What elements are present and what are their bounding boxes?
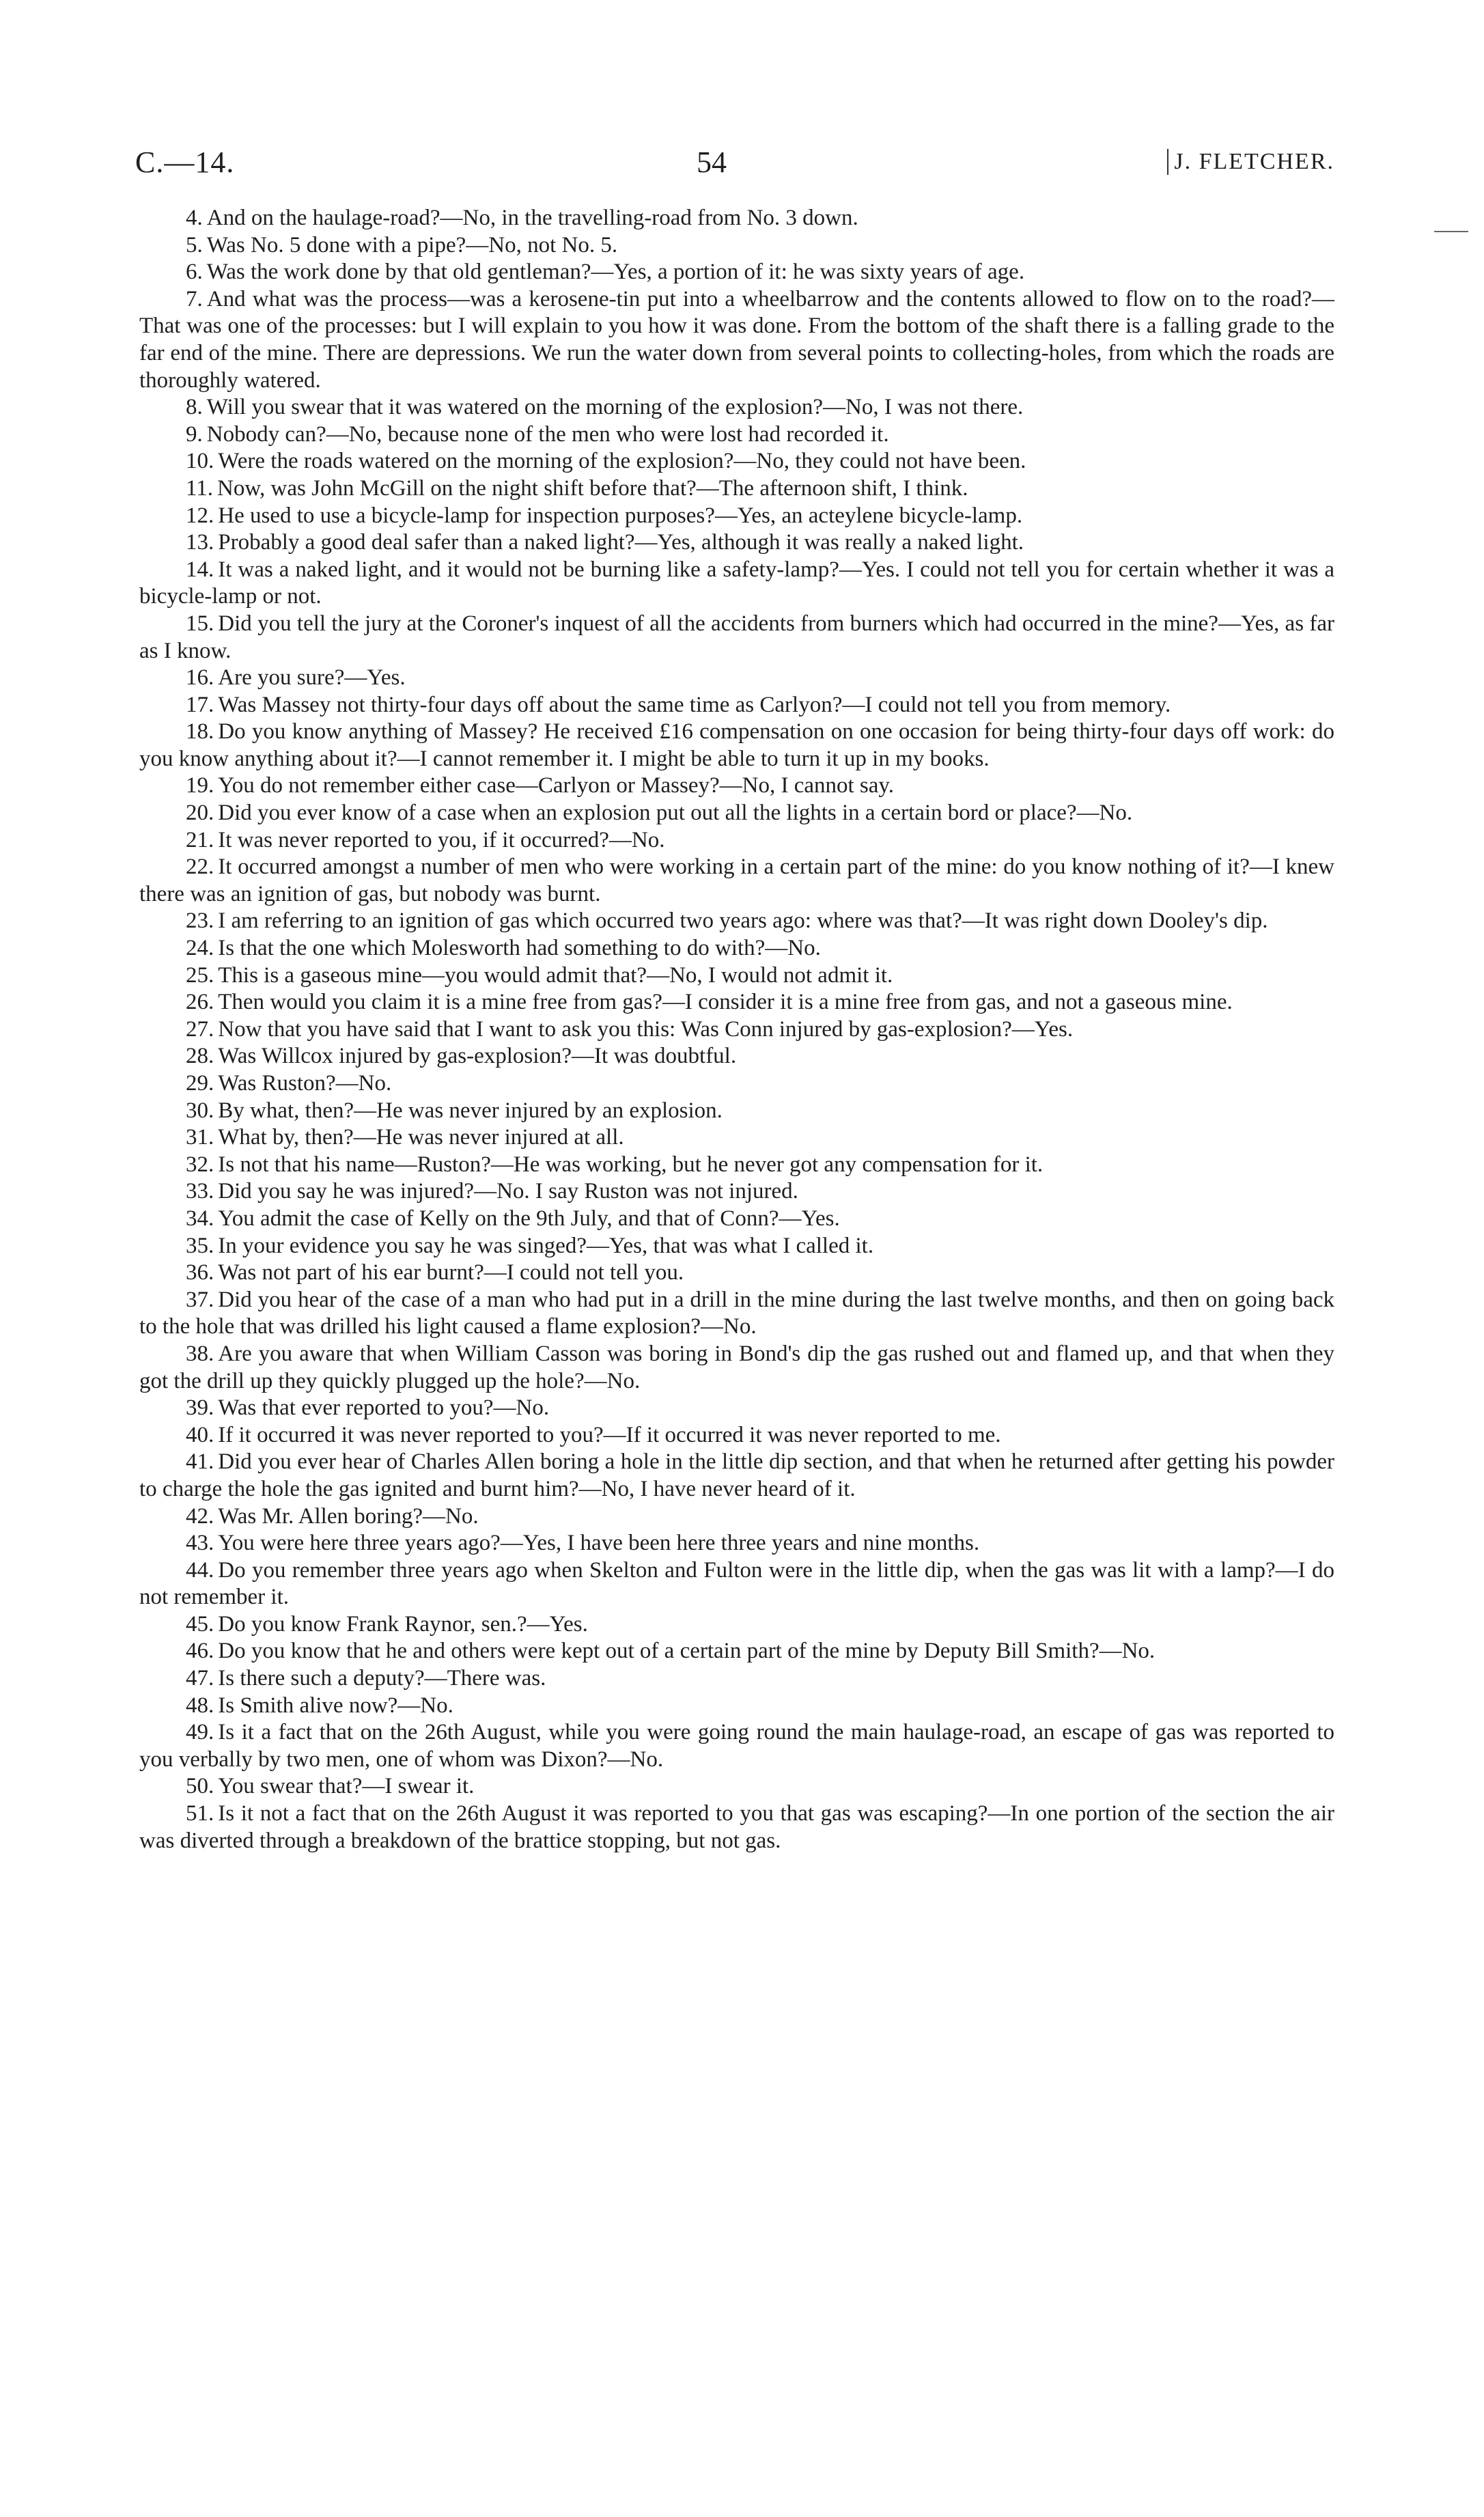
margin-mark — [1434, 231, 1468, 232]
question-answer-text: Is it not a fact that on the 26th August it was reported to you that gas was escaping?—In one portion of the section the air was diverted through a breakdown of the brattice stopping, but not gas. — [139, 1801, 1334, 1853]
question-number: 25. — [186, 962, 214, 988]
question-number: 8. — [186, 395, 203, 420]
question-number: 49. — [186, 1720, 214, 1745]
document-reference: C.—14. — [135, 145, 235, 179]
question-answer-text: You do not remember either case—Carlyon or Massey?—No, I cannot say. — [218, 773, 895, 798]
question-number: 21. — [186, 827, 214, 852]
question-answer-text: It was never reported to you, if it occurred?—No. — [218, 827, 665, 852]
question-answer-text: Did you ever know of a case when an explosion put out all the lights in a certain bord or place?—No. — [218, 801, 1133, 826]
testimony-paragraph — [139, 1503, 1334, 1531]
question-answer-text: And what was the process—was a kerosene-tin put into a wheelbarrow and the contents allowed to flow on to the road?—That was one of the processes: but I will explain to you how it was done. From the bottom of the shaft there is a falling grade to the far end of the mine. There are depressions. We run the water down from several points to collecting-holes, from which the roads are thoroughly watered. — [139, 286, 1334, 393]
question-answer-text: Did you say he was injured?—No. I say Ruston was not injured. — [218, 1179, 798, 1204]
testimony-paragraph — [139, 1665, 1334, 1693]
question-number: 29. — [186, 1071, 214, 1096]
question-answer-text: You swear that?—I swear it. — [218, 1774, 475, 1799]
question-answer-text: Was that ever reported to you?—No. — [218, 1395, 550, 1421]
testimony-paragraph — [139, 935, 1334, 962]
testimony-paragraph — [139, 1070, 1334, 1098]
question-number: 35. — [186, 1233, 214, 1258]
question-answer-text: Do you know Frank Raynor, sen.?—Yes. — [218, 1611, 588, 1637]
testimony-paragraph — [139, 394, 1334, 421]
question-number: 38. — [186, 1341, 214, 1366]
question-answer-text: Is that the one which Molesworth had something to do with?—No. — [218, 936, 821, 961]
question-number: 32. — [186, 1152, 214, 1177]
testimony-paragraph — [139, 611, 1334, 665]
question-number: 34. — [186, 1206, 214, 1231]
testimony-paragraph — [139, 908, 1334, 935]
question-answer-text: It occurred amongst a number of men who were working in a certain part of the mine: do you know nothing of it?—I knew there was an ignition of gas, but nobody was burnt. — [139, 854, 1334, 906]
question-answer-text: Probably a good deal safer than a naked light?—Yes, although it was really a naked light. — [218, 530, 1024, 555]
question-answer-text: Are you aware that when William Casson was boring in Bond's dip the gas rushed out and flamed up, and that when they got the drill up they quickly plugged up the hole?—No. — [139, 1341, 1334, 1393]
question-answer-text: Is not that his name—Ruston?—He was working, but he never got any compensation for it. — [218, 1152, 1044, 1177]
testimony-paragraph — [139, 1287, 1334, 1341]
question-answer-text: Did you tell the jury at the Coroner's inquest of all the accidents from burners which had occurred in the mine?—Yes, as far as I know. — [139, 611, 1334, 663]
question-number: 6. — [186, 260, 203, 285]
testimony-paragraph — [139, 557, 1334, 611]
testimony-paragraph — [139, 1206, 1334, 1233]
testimony-paragraph — [139, 854, 1334, 908]
question-answer-text: This is a gaseous mine—you would admit that?—No, I would not admit it. — [218, 962, 893, 988]
testimony-paragraph — [139, 1395, 1334, 1422]
question-answer-text: Will you swear that it was watered on the morning of the explosion?—No, I was not there. — [206, 395, 1024, 420]
question-answer-text: Do you know anything of Massey? He received £16 compensation on one occasion for being thirty-four days off work: do you know anything about it?—I cannot remember it. I might be able to turn it up in my books. — [139, 719, 1334, 771]
question-number: 30. — [186, 1098, 214, 1123]
question-number: 36. — [186, 1260, 214, 1285]
question-answer-text: Are you sure?—Yes. — [218, 665, 406, 691]
testimony-paragraph — [139, 1800, 1334, 1854]
question-answer-text: Now, was John McGill on the night shift before that?—The afternoon shift, I think. — [217, 475, 968, 501]
testimony-paragraph — [139, 827, 1334, 854]
question-number: 27. — [186, 1016, 214, 1042]
question-number: 17. — [186, 692, 214, 717]
question-number: 50. — [186, 1774, 214, 1799]
question-answer-text: Nobody can?—No, because none of the men who were lost had recorded it. — [206, 421, 889, 447]
question-answer-text: If it occurred it was never reported to you?—If it occurred it was never reported to me. — [218, 1422, 1001, 1447]
testimony-paragraph — [139, 1341, 1334, 1395]
question-number: 41. — [186, 1449, 214, 1475]
question-number: 13. — [186, 530, 214, 555]
question-number: 26. — [186, 990, 214, 1015]
testimony-body — [139, 205, 1334, 1854]
question-number: 28. — [186, 1044, 214, 1069]
question-answer-text: Now that you have said that I want to ask you this: Was Conn injured by gas-explosion?—Yes. — [218, 1016, 1074, 1042]
question-number: 39. — [186, 1395, 214, 1421]
testimony-paragraph — [139, 962, 1334, 990]
question-answer-text: Is it a fact that on the 26th August, while you were going round the main haulage-road, an escape of gas was reported to you verbally by two men, one of whom was Dixon?—No. — [139, 1720, 1334, 1772]
question-answer-text: Was Mr. Allen boring?—No. — [218, 1503, 479, 1529]
testimony-paragraph — [139, 773, 1334, 800]
question-number: 47. — [186, 1666, 214, 1691]
question-number: 51. — [186, 1801, 214, 1826]
question-number: 12. — [186, 503, 214, 528]
page-header — [135, 145, 1334, 186]
testimony-paragraph — [139, 286, 1334, 394]
question-answer-text: Was Ruston?—No. — [218, 1071, 392, 1096]
testimony-paragraph — [139, 475, 1334, 503]
testimony-paragraph — [139, 800, 1334, 827]
testimony-paragraph — [139, 1530, 1334, 1557]
testimony-paragraph — [139, 1152, 1334, 1179]
question-answer-text: And on the haulage-road?—No, in the travelling-road from No. 3 down. — [206, 206, 858, 230]
testimony-paragraph — [139, 1260, 1334, 1287]
question-answer-text: I am referring to an ignition of gas which occurred two years ago: where was that?—It was right down Dooley's dip. — [218, 908, 1268, 934]
question-number: 24. — [186, 936, 214, 961]
question-number: 7. — [186, 286, 203, 311]
question-number: 20. — [186, 801, 214, 826]
question-number: 37. — [186, 1287, 214, 1312]
question-answer-text: Was Willcox injured by gas-explosion?—It was doubtful. — [218, 1044, 737, 1069]
question-answer-text: Was No. 5 done with a pipe?—No, not No. 5. — [206, 232, 618, 258]
question-answer-text: Were the roads watered on the morning of the explosion?—No, they could not have been. — [218, 449, 1026, 474]
question-number: 9. — [186, 421, 203, 447]
testimony-paragraph — [139, 1098, 1334, 1125]
testimony-paragraph — [139, 1178, 1334, 1206]
question-number: 16. — [186, 665, 214, 691]
question-answer-text: What by, then?—He was never injured at all. — [218, 1125, 624, 1150]
testimony-paragraph — [139, 692, 1334, 719]
testimony-paragraph — [139, 1043, 1334, 1070]
testimony-paragraph — [139, 529, 1334, 557]
testimony-paragraph — [139, 1449, 1334, 1503]
testimony-paragraph — [139, 719, 1334, 773]
question-number: 42. — [186, 1503, 214, 1529]
testimony-paragraph — [139, 1773, 1334, 1800]
testimony-paragraph — [139, 1124, 1334, 1152]
testimony-paragraph — [139, 1693, 1334, 1720]
question-answer-text: You admit the case of Kelly on the 9th July, and that of Conn?—Yes. — [218, 1206, 840, 1231]
question-number: 10. — [186, 449, 214, 474]
question-answer-text: Did you ever hear of Charles Allen boring a hole in the little dip section, and that when he returned after getting his powder to charge the hole the gas ignited and burnt him?—No, I have never heard of it. — [139, 1449, 1334, 1501]
testimony-paragraph — [139, 1719, 1334, 1773]
question-answer-text: Do you remember three years ago when Skelton and Fulton were in the little dip, when the gas was lit with a lamp?—I do not remember it. — [139, 1557, 1334, 1610]
question-answer-text: Is there such a deputy?—There was. — [218, 1666, 546, 1691]
question-answer-text: It was a naked light, and it would not be burning like a safety-lamp?—Yes. I could not tell you for certain whether it was a bicycle-lamp or not. — [139, 557, 1334, 609]
question-number: 22. — [186, 854, 214, 880]
page-number: 54 — [697, 145, 727, 179]
question-answer-text: Then would you claim it is a mine free from gas?—I consider it is a mine free from gas, and not a gaseous mine. — [218, 990, 1233, 1015]
testimony-paragraph — [139, 1422, 1334, 1449]
question-answer-text: Did you hear of the case of a man who had put in a drill in the mine during the last twelve months, and then on going back to the hole that was drilled his light caused a flame explosion?—No. — [139, 1287, 1334, 1339]
testimony-paragraph — [139, 989, 1334, 1016]
question-number: 44. — [186, 1557, 214, 1583]
witness-name: J. FLETCHER. — [1167, 149, 1334, 175]
question-answer-text: Was the work done by that old gentleman?—Yes, a portion of it: he was sixty years of age. — [206, 260, 1025, 285]
testimony-paragraph — [139, 421, 1334, 449]
question-answer-text: By what, then?—He was never injured by an explosion. — [218, 1098, 723, 1123]
question-number: 5. — [186, 232, 203, 258]
question-number: 14. — [186, 557, 214, 582]
question-number: 19. — [186, 773, 214, 798]
question-number: 11. — [186, 475, 214, 501]
question-number: 18. — [186, 719, 214, 745]
question-answer-text: Do you know that he and others were kept out of a certain part of the mine by Deputy Bill Smith?—No. — [218, 1639, 1156, 1664]
question-answer-text: Was not part of his ear burnt?—I could not tell you. — [218, 1260, 684, 1285]
testimony-paragraph — [139, 1016, 1334, 1044]
question-number: 45. — [186, 1611, 214, 1637]
question-number: 31. — [186, 1125, 214, 1150]
question-number: 4. — [186, 206, 203, 230]
testimony-paragraph — [139, 205, 1334, 232]
question-answer-text: He used to use a bicycle-lamp for inspection purposes?—Yes, an acteylene bicycle-lamp. — [218, 503, 1023, 528]
question-answer-text: Was Massey not thirty-four days off about the same time as Carlyon?—I could not tell you from memory. — [218, 692, 1171, 717]
question-number: 15. — [186, 611, 214, 636]
testimony-paragraph — [139, 232, 1334, 260]
testimony-paragraph — [139, 503, 1334, 530]
question-number: 48. — [186, 1693, 214, 1718]
question-number: 46. — [186, 1639, 214, 1664]
question-number: 23. — [186, 908, 214, 934]
question-answer-text: You were here three years ago?—Yes, I have been here three years and nine months. — [218, 1531, 980, 1556]
question-answer-text: Is Smith alive now?—No. — [218, 1693, 453, 1718]
testimony-paragraph — [139, 1611, 1334, 1639]
testimony-paragraph — [139, 1233, 1334, 1260]
question-answer-text: In your evidence you say he was singed?—Yes, that was what I called it. — [218, 1233, 874, 1258]
testimony-paragraph — [139, 1557, 1334, 1611]
question-number: 40. — [186, 1422, 214, 1447]
testimony-paragraph — [139, 1638, 1334, 1665]
question-number: 43. — [186, 1531, 214, 1556]
question-number: 33. — [186, 1179, 214, 1204]
testimony-paragraph — [139, 665, 1334, 692]
testimony-paragraph — [139, 259, 1334, 286]
testimony-paragraph — [139, 448, 1334, 475]
